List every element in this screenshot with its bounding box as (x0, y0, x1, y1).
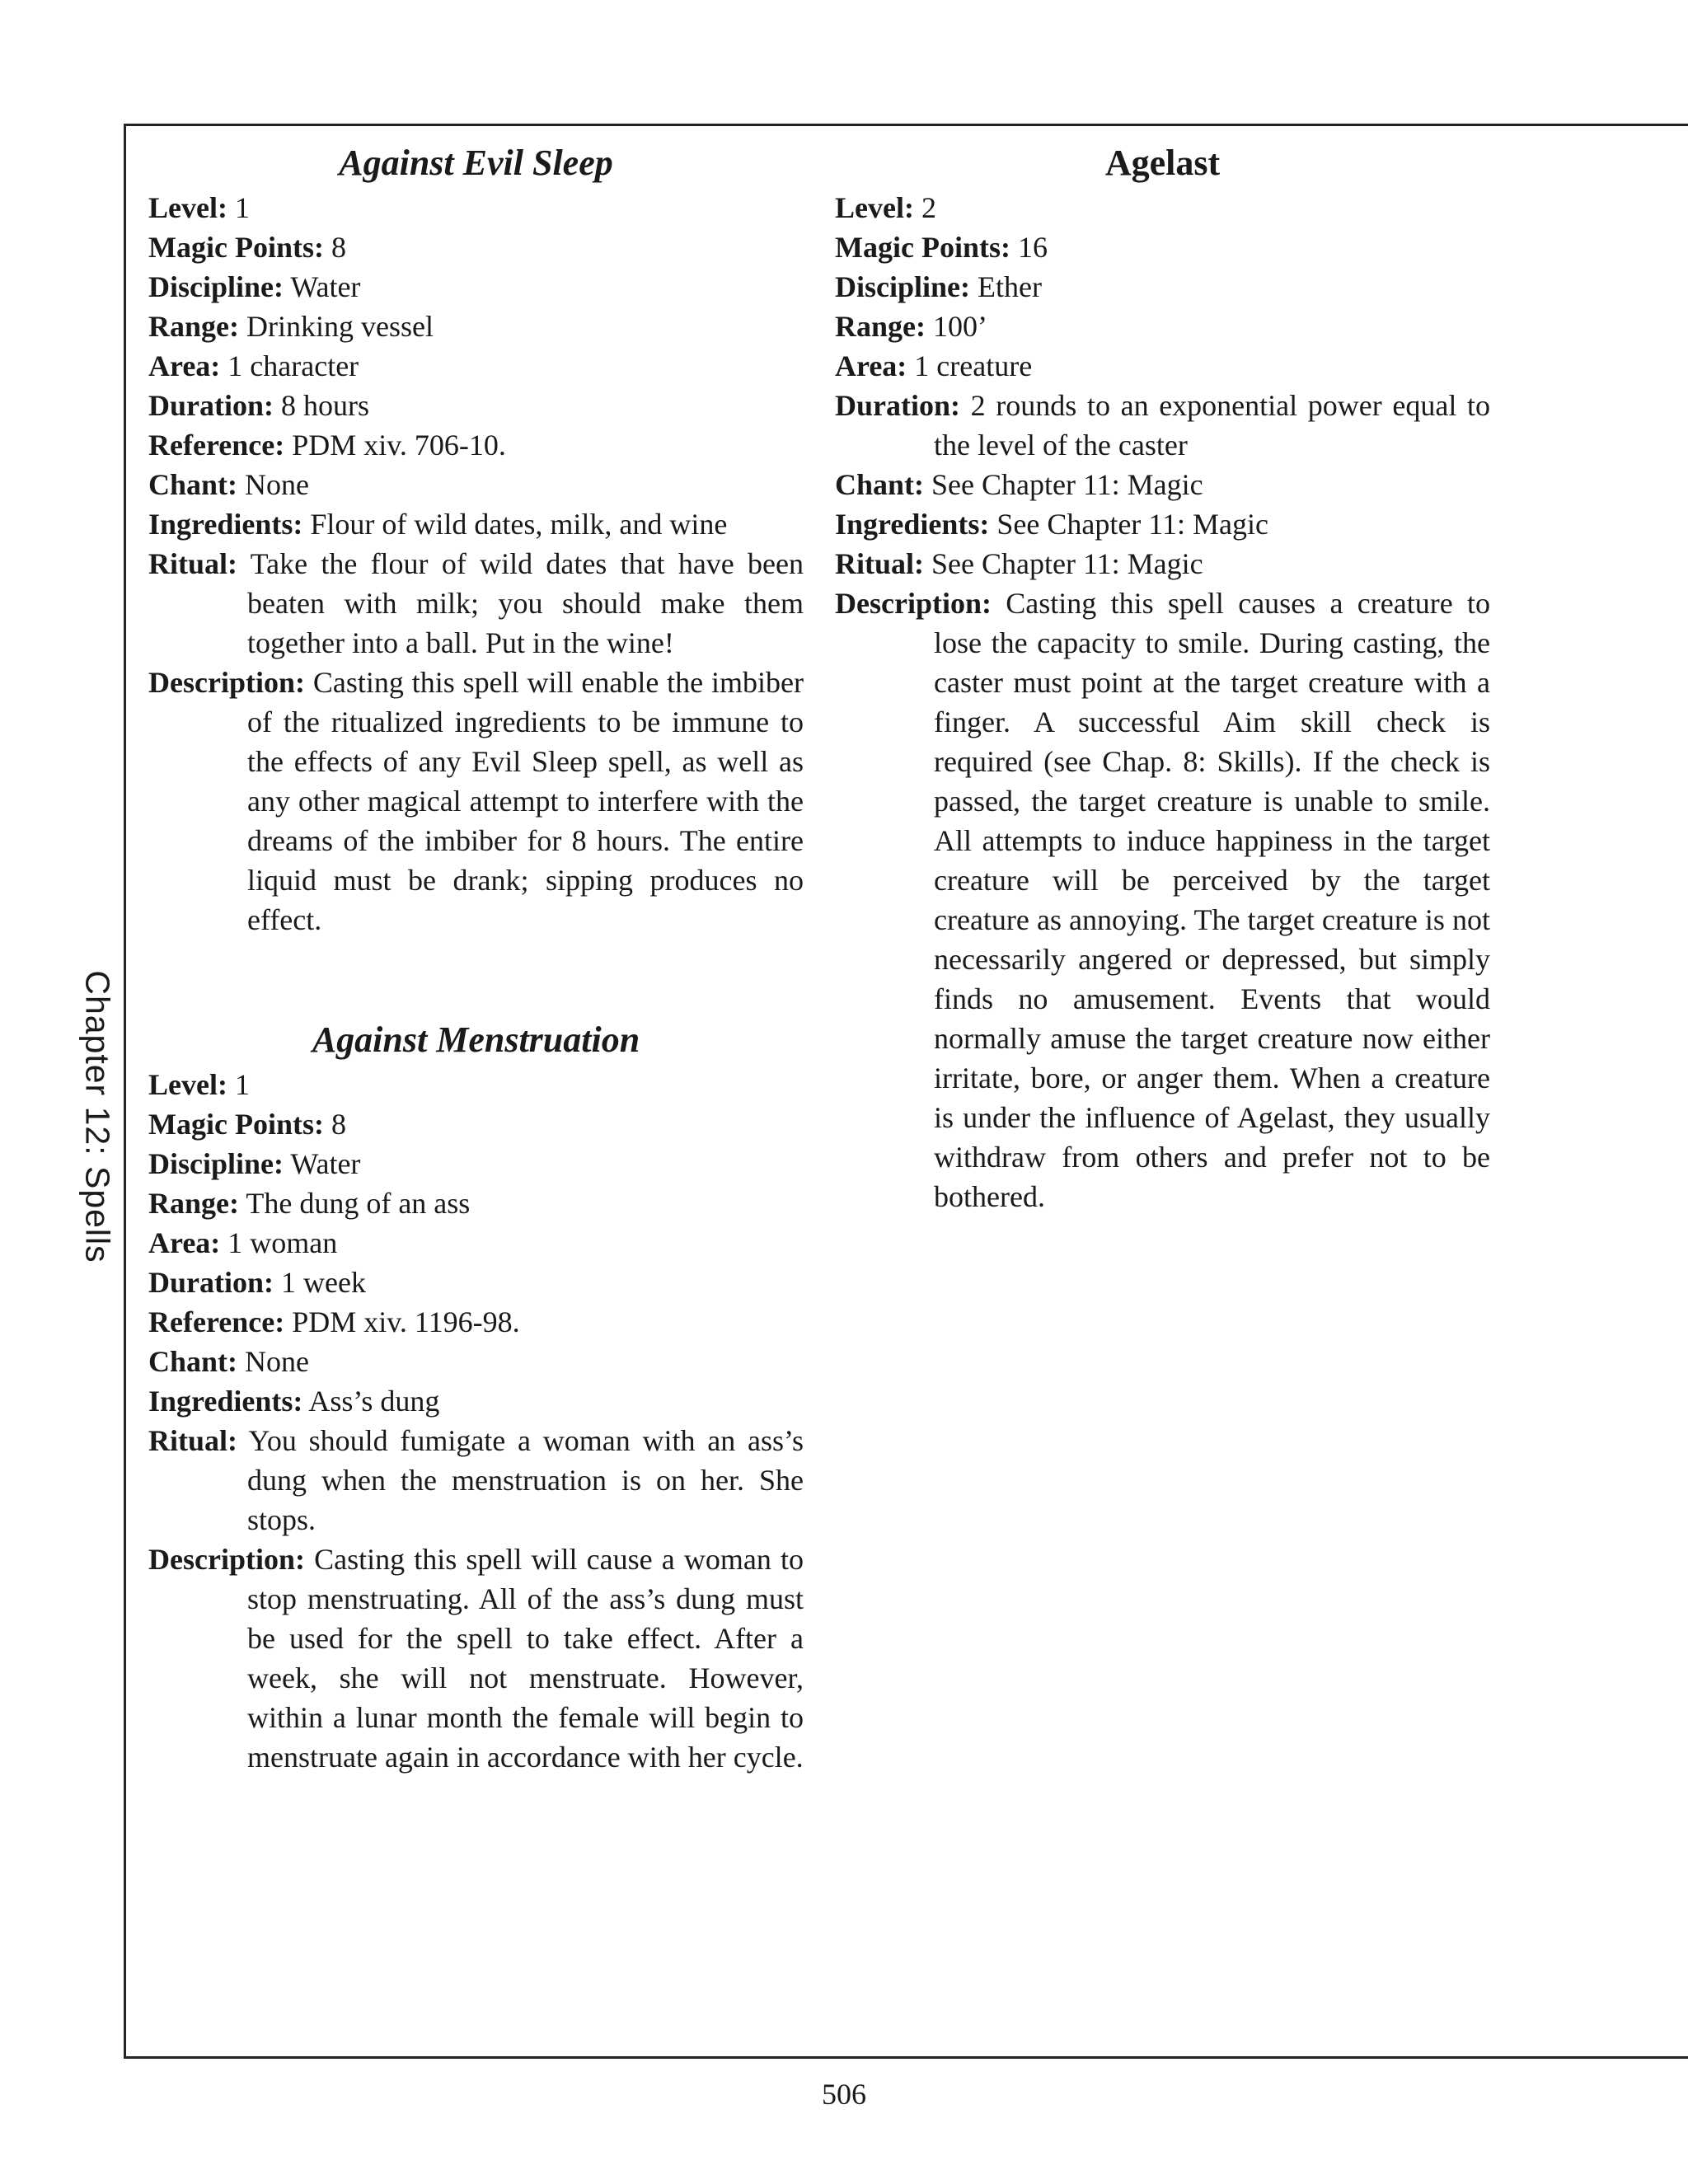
field-label: Ritual: (148, 1424, 237, 1457)
field-value: Casting this spell will enable the imbiber of the ritualized ingredients to be immune to the effects of any Evil Sleep spell, as well as any other magical attempt to interfere with the dreams of the imbiber for 8 hours. The entire liquid must be drank; sipping produces no effect. (247, 666, 804, 936)
field-value: 16 (1017, 231, 1048, 264)
field-label: Chant: (148, 1345, 238, 1378)
field-ingredients (835, 504, 1490, 544)
field-label: Magic Points: (148, 1108, 324, 1141)
field-ritual (835, 544, 1490, 583)
field-ritual (148, 1421, 804, 1540)
chapter-side-label: Chapter 12: Spells (78, 970, 117, 1263)
field-label: Chant: (148, 468, 238, 501)
field-discipline (148, 1144, 804, 1183)
field-value: 2 rounds to an exponential power equal to the level of the caster (934, 389, 1490, 462)
field-discipline (148, 267, 804, 307)
field-area (148, 1223, 804, 1263)
field-value: Take the flour of wild dates that have been beaten with milk; you should make them together into a ball. Put in the wine! (247, 547, 804, 659)
field-discipline (835, 267, 1490, 307)
field-area (148, 346, 804, 386)
field-ingredients (148, 1381, 804, 1421)
right-column (835, 142, 1490, 1216)
field-range (835, 307, 1490, 346)
field-magic-points (148, 1104, 804, 1144)
field-range (148, 307, 804, 346)
field-label: Area: (148, 1226, 221, 1259)
field-level (148, 188, 804, 227)
field-reference (148, 425, 804, 465)
field-label: Level: (148, 191, 227, 224)
field-label: Duration: (148, 389, 274, 422)
field-value: 2 (921, 191, 936, 224)
field-value: Ass’s dung (308, 1385, 440, 1418)
field-label: Chant: (835, 468, 925, 501)
field-description (148, 1540, 804, 1777)
field-value: None (245, 468, 310, 501)
field-ritual (148, 544, 804, 663)
field-value: Drinking vessel (246, 310, 434, 343)
field-label: Reference: (148, 429, 285, 462)
field-value: 8 (331, 231, 346, 264)
field-label: Ritual: (148, 547, 237, 580)
field-chant (148, 1342, 804, 1381)
field-magic-points (148, 227, 804, 267)
field-label: Discipline: (148, 270, 284, 303)
field-value: See Chapter 11: Magic (931, 547, 1203, 580)
field-label: Area: (835, 349, 907, 382)
field-duration (835, 386, 1490, 465)
field-label: Duration: (835, 389, 960, 422)
spell-title: Against Menstruation (312, 1019, 640, 1060)
field-label: Range: (835, 310, 926, 343)
field-label: Description: (835, 587, 992, 620)
field-value: None (245, 1345, 310, 1378)
field-value: 1 (234, 1068, 250, 1101)
field-label: Discipline: (835, 270, 971, 303)
field-label: Magic Points: (148, 231, 324, 264)
field-value: Casting this spell will cause a woman to stop menstruating. All of the ass’s dung must be used for the spell to take effect. After a week, she will not menstruate. However, within a lunar month the female will begin to menstruate again in accordance with her cycle. (247, 1543, 804, 1774)
field-value: Flour of wild dates, milk, and wine (310, 508, 728, 541)
field-label: Level: (835, 191, 914, 224)
field-duration (148, 386, 804, 425)
field-value: The dung of an ass (246, 1187, 471, 1220)
field-label: Reference: (148, 1305, 285, 1338)
spell-agelast (835, 142, 1490, 1216)
field-value: 8 hours (281, 389, 369, 422)
field-value: 100’ (933, 310, 987, 343)
field-label: Area: (148, 349, 221, 382)
field-magic-points (835, 227, 1490, 267)
field-description (835, 583, 1490, 1216)
field-ingredients (148, 504, 804, 544)
spell-against-menstruation (148, 1019, 804, 1777)
spell-title: Against Evil Sleep (339, 143, 613, 183)
field-label: Description: (148, 666, 305, 699)
field-description (148, 663, 804, 940)
field-label: Duration: (148, 1266, 274, 1299)
field-value: PDM xiv. 1196-98. (292, 1305, 520, 1338)
field-reference (148, 1302, 804, 1342)
field-value: Casting this spell causes a creature to lose the capacity to smile. During casting, the caster must point at the target creature with a finger. A successful Aim skill check is required (see Chap. 8: Skills). If the check is passed, the target creature is unable to smile. All attempts to induce happiness in the target creature will be perceived by the target creature as annoying. The target creature is not necessarily angered or depressed, but simply finds no amusement. Events that would normally amuse the target creature now either irritate, bore, or anger them. When a creature is under the influence of Agelast, they usually withdraw from others and prefer not to be bothered. (934, 587, 1490, 1213)
field-value: You should fumigate a woman with an ass’s dung when the menstruation is on her. She stops. (247, 1424, 804, 1536)
field-label: Ritual: (835, 547, 924, 580)
spell-title: Agelast (1104, 143, 1221, 183)
field-range (148, 1183, 804, 1223)
field-label: Range: (148, 310, 239, 343)
spell-against-evil-sleep (148, 142, 804, 940)
field-label: Level: (148, 1068, 227, 1101)
left-column (148, 142, 804, 1777)
field-chant (148, 465, 804, 504)
field-value: 1 creature (914, 349, 1033, 382)
field-value: 1 woman (227, 1226, 338, 1259)
field-value: Water (290, 1147, 361, 1180)
field-area (835, 346, 1490, 386)
field-value: See Chapter 11: Magic (931, 468, 1203, 501)
field-label: Range: (148, 1187, 239, 1220)
field-label: Description: (148, 1543, 305, 1576)
field-duration (148, 1263, 804, 1302)
field-value: PDM xiv. 706-10. (292, 429, 506, 462)
field-value: 8 (331, 1108, 346, 1141)
field-label: Ingredients: (835, 508, 990, 541)
field-level (148, 1065, 804, 1104)
field-value: 1 (234, 191, 250, 224)
field-label: Discipline: (148, 1147, 284, 1180)
page-number: 506 (822, 2078, 866, 2111)
field-label: Magic Points: (835, 231, 1010, 264)
field-chant (835, 465, 1490, 504)
section-gap (148, 940, 804, 1019)
field-value: 1 character (227, 349, 359, 382)
field-value: See Chapter 11: Magic (996, 508, 1268, 541)
field-value: Ether (978, 270, 1042, 303)
field-label: Ingredients: (148, 508, 303, 541)
field-level (835, 188, 1490, 227)
field-value: Water (290, 270, 361, 303)
field-label: Ingredients: (148, 1385, 303, 1418)
field-value: 1 week (281, 1266, 366, 1299)
